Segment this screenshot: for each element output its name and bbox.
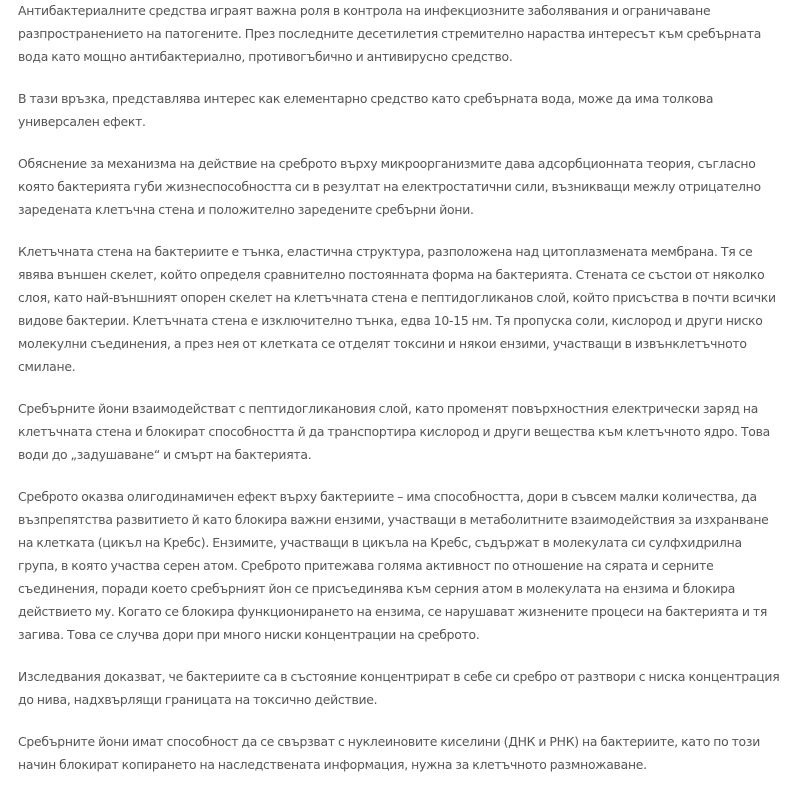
article-body [18, 0, 783, 795]
paragraph-intro: Антибактериалните средства играят важна роля в контрола на инфекциозните заболявания и ограничаване разпространението на патогените. През последните десетилетия стремително нараства интересът към сребърната вода като мощно антибактериално, противогъбично и антивирусно средство. [18, 3, 762, 64]
paragraph-silver-ions-peptidoglycan: Сребърните йони взаимодействат с пептидогликановия слой, като променят повърхностния електрически заряд на клетъчната стена и блокират способността й да транспортира кислород и други вещества към клетъчното ядро. Това води до „задушаване“ и смърт на бактерията. [18, 401, 771, 462]
paragraph-nucleic-acids: Сребърните йони имат способност да се свързват с нуклеиновите киселини (ДНК и РНК) на бактериите, като по този начин блокират копирането на наследствената информация, нужна за клетъчното размножаване. [18, 734, 761, 772]
paragraph-cell-wall: Клетъчната стена на бактериите е тънка, еластична структура, разположена над цитоплазмената мембрана. Тя се явява външен скелет, който определя сравнително постоянната форма на бактерията. Стената се състои от няколко слоя, като най-външният опорен скелет на клетъчната стена е пептидогликанов слой, който присъства в почти всички видове бактерии. Клетъчната стена е изключително тънка, едва 10-15 нм. Тя пропуска соли, кислород и други ниско молекулни съединения, а през нея от клетката се отделят токсини и някои ензими, участващи в извънклетъчното смилане. [18, 244, 776, 374]
paragraph-interest: В тази връзка, представлява интерес как елементарно средство като сребърната вода, може да има толкова универсален ефект. [18, 91, 714, 129]
paragraph-adsorption-theory: Обяснение за механизма на действие на среброто върху микроорганизмите дава адсорбционната теория, съгласно която бактерията губи жизнеспособността си в резултат на електростатични сили, възникващи межлу отрицателно заредената клетъчна стена и положително заредените сребърни йони. [18, 156, 761, 217]
paragraph-oligodynamic-effect: Среброто оказва олигодинамичен ефект върху бактериите – има способността, дори в съвсем малки количества, да възпрепятства развитието й като блокира важни ензими, участващи в метаболитните взаимодействия за изхранване на клетката (цикъл на Кребс). Ензимите, участващи в цикъла на Кребс, съдържат в молекулата си сулфхидрилна група, в която участва серен атом. Среброто притежава голяма активност по отношение на сярата и серните съединения, поради което сребърният йон се присъединява към серния атом в молекулата на ензима и блокира действието му. Когато се блокира функционирането на ензима, се нарушават жизнените процеси на бактерията и тя загива. Това се случва дори при много ниски концентрации на среброто. [18, 489, 769, 642]
paragraph-research: Изследвания доказват, че бактериите са в състояние концентрират в себе си сребро от разтвори с ниска концентрация до нива, надхвърлящи границата на токсично действие. [18, 669, 780, 707]
